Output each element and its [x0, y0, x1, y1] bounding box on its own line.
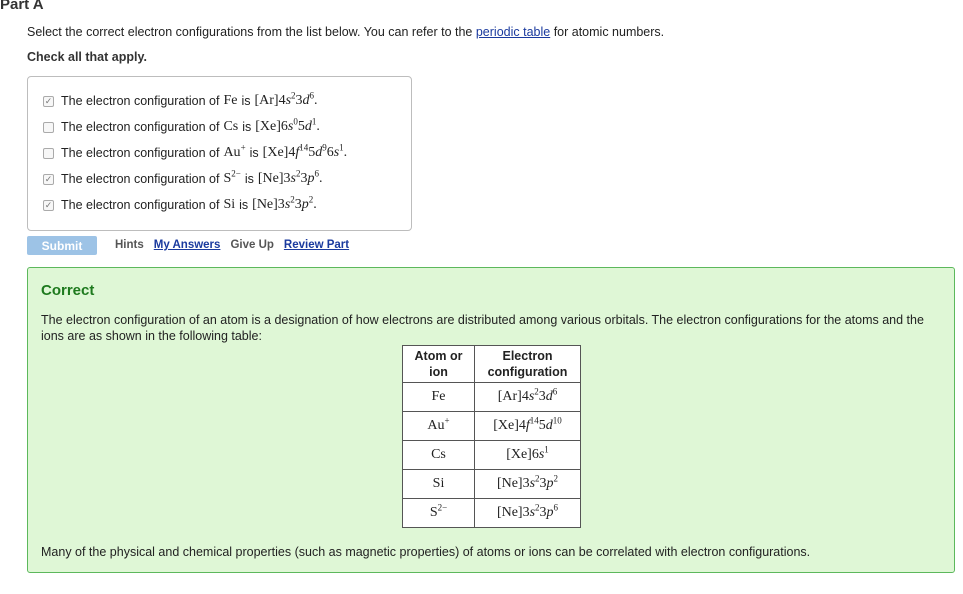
option-au[interactable]	[43, 143, 347, 163]
check-all-label: Check all that apply.	[27, 50, 147, 64]
option-si-species: Si	[223, 197, 236, 212]
checkbox-option-au[interactable]	[43, 148, 54, 159]
option-fe[interactable]	[43, 91, 318, 111]
instructions-text-end: for atomic numbers.	[550, 25, 665, 39]
option-si-config: $[Ne]3s^23p^2$.	[252, 194, 317, 212]
periodic-table-link[interactable]: periodic table	[475, 25, 551, 39]
row-species-fe: Fe	[403, 383, 475, 412]
action-links	[115, 239, 349, 251]
instructions	[27, 25, 664, 39]
feedback-footer: Many of the physical and chemical properties (such as magnetic properties) of atoms or ions can be correlated with electron configurations.	[41, 545, 811, 559]
table-row	[403, 441, 581, 470]
options-list	[27, 76, 412, 231]
table-row	[403, 412, 581, 441]
table-header-row	[403, 346, 581, 383]
checkbox-option-cs[interactable]	[43, 122, 54, 133]
table-row	[403, 470, 581, 499]
feedback-text: The electron configuration of an atom is a designation of how electrons are distributed among various orbitals. The electron configurations for the atoms and the ions are as shown in the following table:	[41, 313, 924, 343]
option-si[interactable]	[43, 195, 317, 215]
my-answers-link[interactable]: My Answers	[153, 239, 221, 251]
table-row	[403, 383, 581, 412]
hints-link[interactable]: Hints	[115, 239, 144, 251]
option-s-config: $[Ne]3s^23p^6$.	[257, 168, 323, 186]
option-cs-species: Cs	[223, 119, 239, 134]
row-config-au: $[Xe]4f^{14}5d^{10}$	[475, 412, 581, 441]
option-fe-prefix: The electron configuration of	[61, 94, 220, 108]
checkbox-option-fe[interactable]: ✓	[44, 95, 53, 106]
row-config-si: $[Ne]3s^23p^2$	[475, 470, 581, 499]
row-species-cs: Cs	[403, 441, 475, 470]
row-species-s: $S^{2-}$	[403, 499, 475, 528]
feedback-title: Correct	[41, 282, 95, 299]
row-species-au: Au+	[403, 412, 475, 441]
option-si-prefix: The electron configuration of	[61, 198, 220, 212]
instructions-text: Select the correct electron configurations from the list below. You can refer to the	[27, 25, 476, 39]
option-fe-species: Fe	[223, 93, 238, 108]
checkbox-option-s[interactable]: ✓	[44, 173, 53, 184]
row-species-si: Si	[403, 470, 475, 499]
part-title: Part A	[0, 0, 44, 13]
row-config-s: $[Ne]3s^23p^6$	[475, 499, 581, 528]
option-fe-config: $[Ar]4s^23d^6$.	[254, 90, 318, 108]
option-fe-is: is	[241, 94, 251, 108]
feedback-panel	[27, 267, 955, 573]
option-si-is: is	[239, 198, 249, 212]
header-electron-configuration: Electron configuration	[475, 346, 581, 383]
option-s-prefix: The electron configuration of	[61, 172, 220, 186]
option-s-is: is	[244, 172, 254, 186]
row-config-cs: $[Xe]6s^1$	[475, 441, 581, 470]
option-au-config: $[Xe]4f^{14}5d^96s^1$.	[262, 142, 348, 160]
option-s-species: $S^{2-}$	[223, 168, 241, 186]
option-au-species: Au+	[223, 142, 246, 160]
submit-button[interactable]: Submit	[27, 236, 97, 255]
give-up-link[interactable]: Give Up	[230, 239, 274, 251]
option-cs-prefix: The electron configuration of	[61, 120, 220, 134]
review-part-link[interactable]: Review Part	[283, 239, 350, 251]
option-cs[interactable]	[43, 117, 320, 137]
checkbox-option-si[interactable]: ✓	[44, 199, 53, 210]
option-au-is: is	[249, 146, 259, 160]
option-s[interactable]	[43, 169, 322, 189]
option-cs-is: is	[242, 120, 252, 134]
header-atom-or-ion: Atom or ion	[403, 346, 475, 383]
configuration-table	[402, 345, 581, 528]
row-config-fe: $[Ar]4s^23d^6$	[475, 383, 581, 412]
option-cs-config: $[Xe]6s^05d^1$.	[255, 116, 320, 134]
option-au-prefix: The electron configuration of	[61, 146, 220, 160]
table-row	[403, 499, 581, 528]
